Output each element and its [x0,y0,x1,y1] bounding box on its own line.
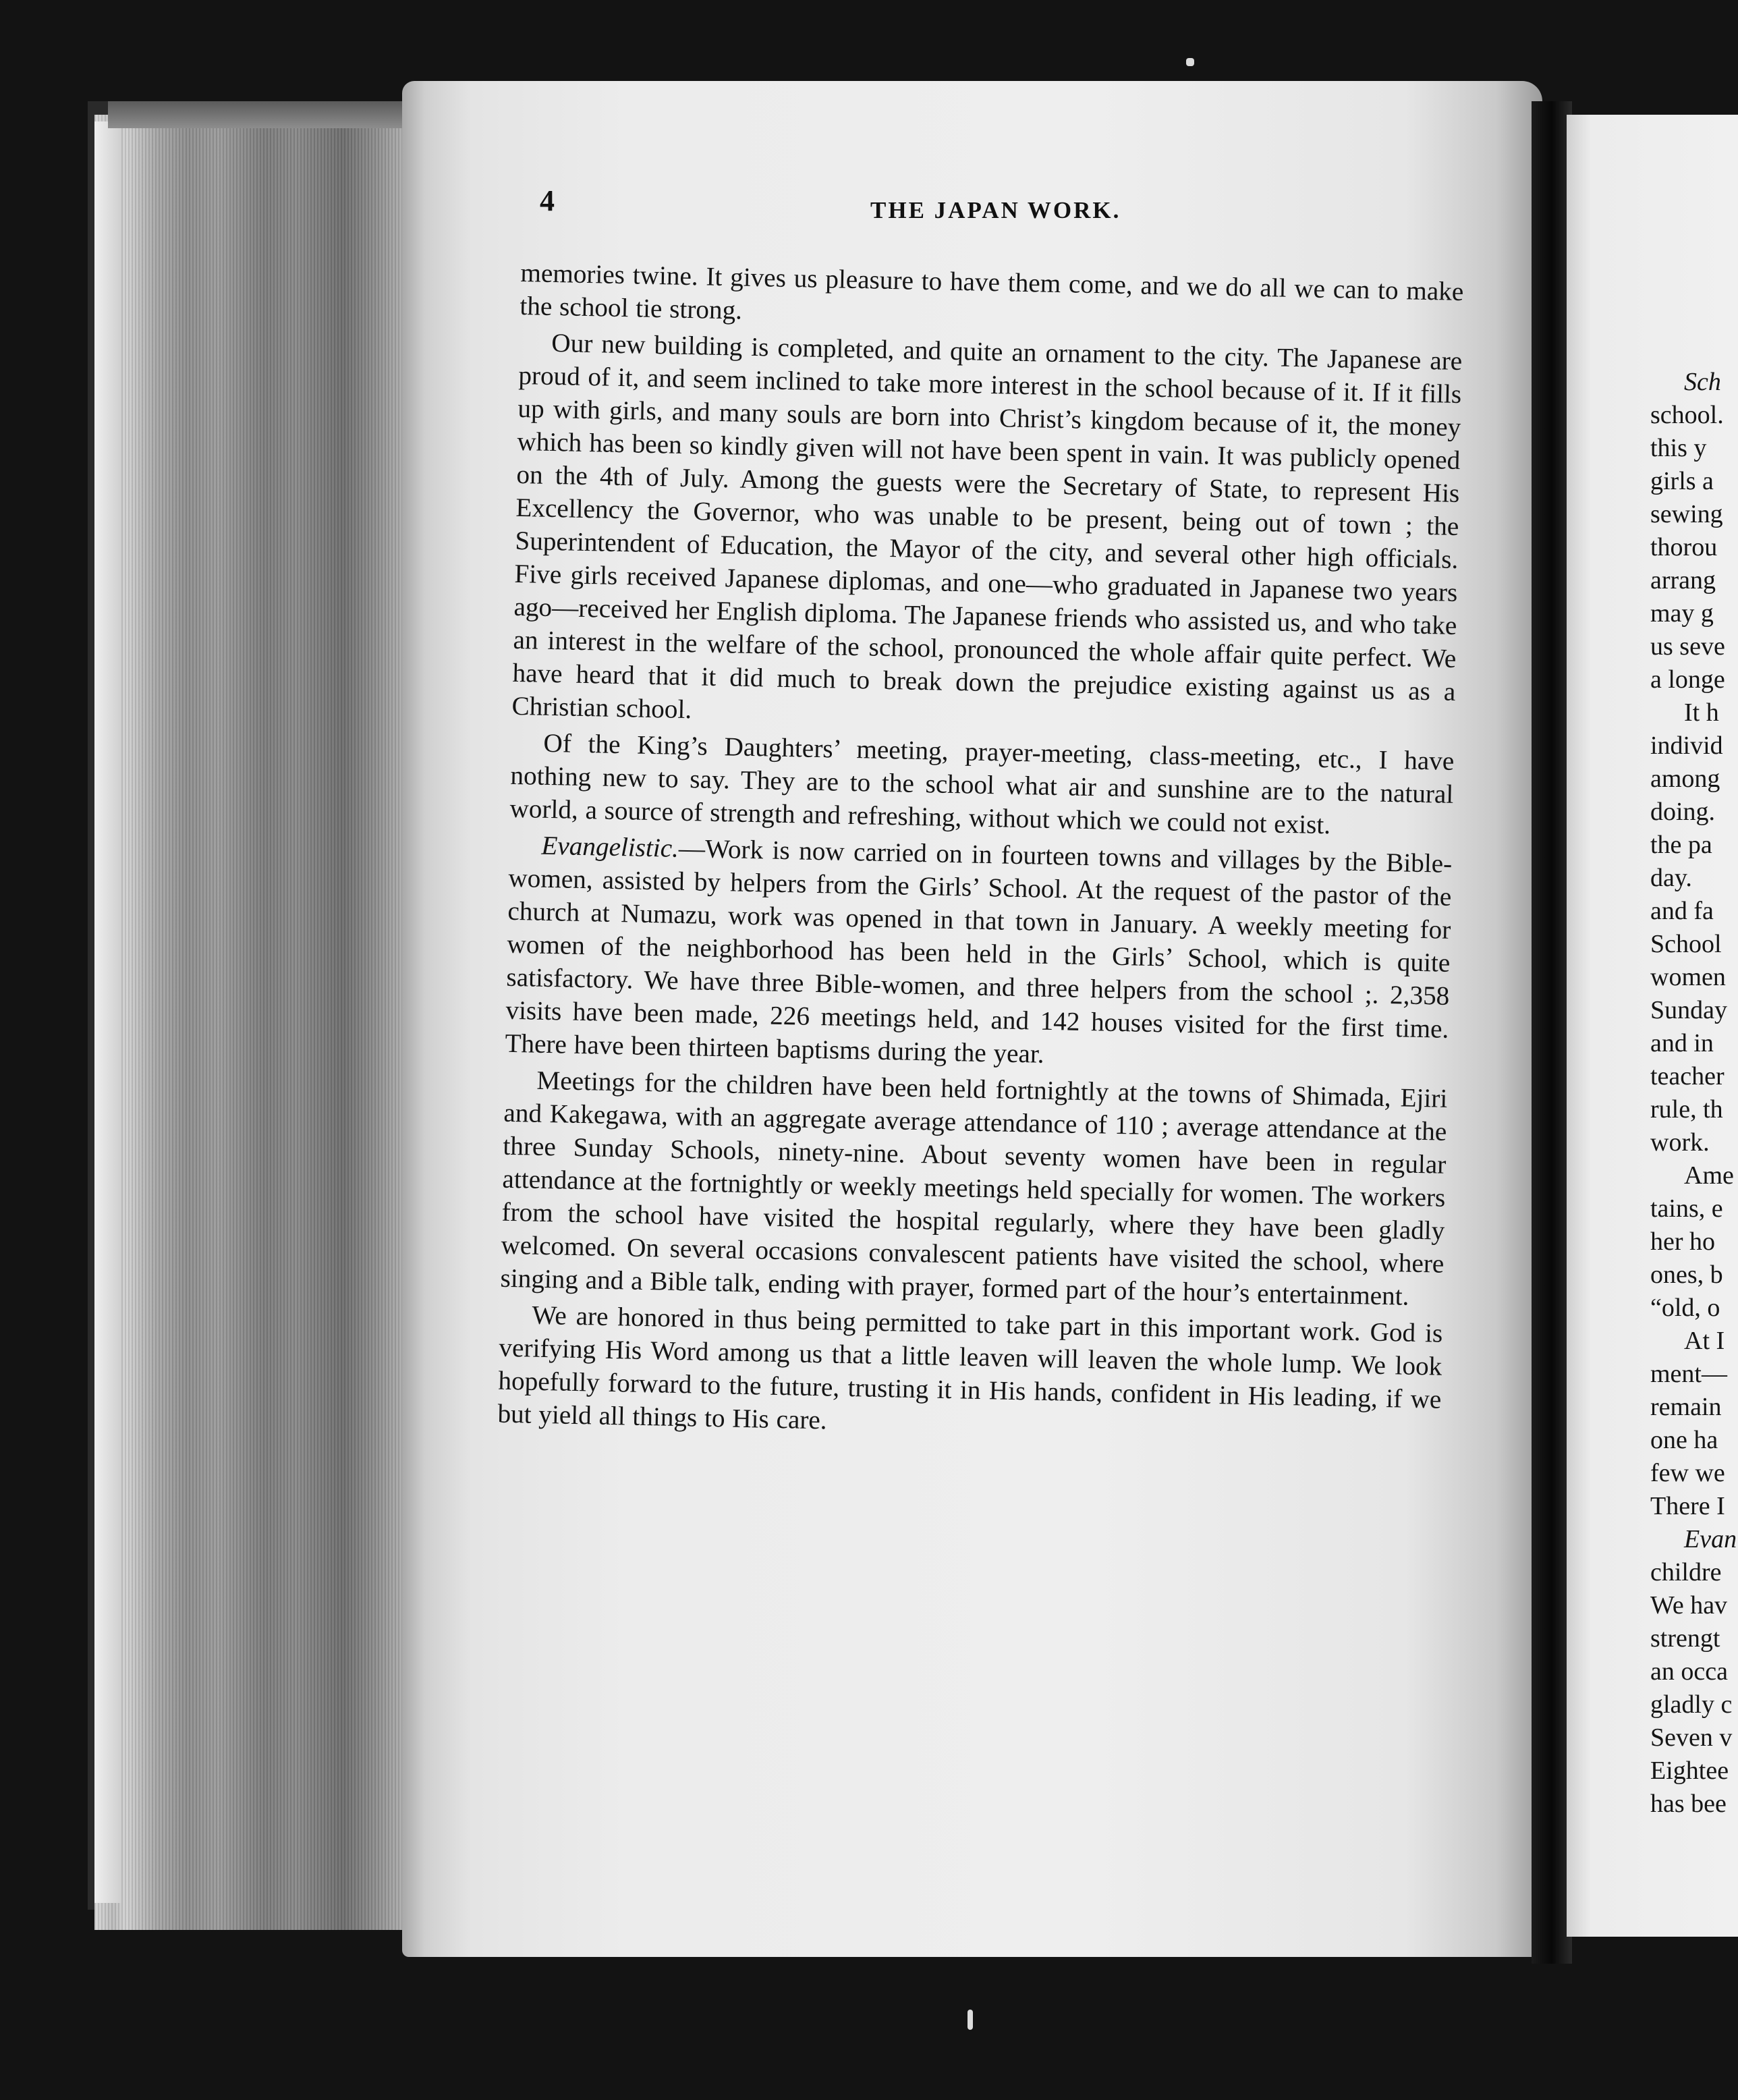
stacked-page-edges [94,115,405,1930]
fragment-line: strengt [1650,1624,1720,1653]
fragment-line: this y [1650,434,1707,462]
fragment-line: the pa [1650,831,1712,859]
fragment-line: individ [1650,731,1723,760]
paragraph-text: —Work is now carried on in fourteen towns and villages by the Bible-women, assisted by helpers from the Girls’ School. At the request of the pastor of the church at Numazu, work was opened in that town in January. A weekly meeting for women of the neighborhood has been held in the Girls’ School, which is quite satisfactory. We have three Bible-women, and three helpers from the school ;. 2,358 visits have been made, 226 meetings held, and 142 houses visited for the first time. There have been thirteen baptisms during the year. [505,833,1453,1069]
section-lead: Evangelistic. [541,831,679,863]
fragment-line: Sch [1684,368,1721,396]
fragment-line: may g [1650,599,1714,628]
scan-dust [1186,58,1194,66]
fragment-line: We hav [1650,1591,1728,1620]
fragment-line: among [1650,765,1720,793]
fragment-line: and in [1650,1029,1714,1057]
page-edge-lines [94,115,405,1930]
fragment-line: one ha [1650,1426,1718,1454]
paragraph-3 [509,726,1455,844]
paragraph-text: Of the King’s Daughters’ meeting, prayer-meeting, class-meeting, etc., I have nothing new to say. They are to the school what air and sunshine are to the natural world, a source of strength and refreshing, without which we could not exist. [509,728,1455,840]
fragment-line: School [1650,930,1722,958]
fragment-line: doing. [1650,798,1716,826]
fragment-line: her ho [1650,1227,1716,1256]
fragment-line: work. [1650,1128,1710,1157]
fragment-line: It h [1684,698,1719,727]
next-page-text-fragment [1650,366,1738,1821]
fragment-line: remain [1650,1393,1722,1421]
running-title: THE JAPAN WORK. [870,197,1121,223]
paragraph-text: memories twine. It gives us pleasure to have them come, and we do all we can to make the school tie strong. [520,258,1464,325]
scan-dust [968,2010,973,2030]
book-fore-edge [94,121,121,1903]
fragment-line: tains, e [1650,1194,1723,1223]
fragment-line: Sunday [1650,996,1727,1024]
fragment-line: girls a [1650,467,1714,495]
fragment-line: school. [1650,401,1724,429]
fragment-line: ment— [1650,1360,1727,1388]
fragment-line: arrang [1650,566,1716,595]
fragment-line: and fa [1650,897,1714,925]
paragraph-6 [497,1298,1443,1449]
fragment-line: teacher [1650,1062,1725,1090]
paragraph-4 [505,829,1453,1079]
fragment-line: Eightee [1650,1757,1729,1785]
book-gutter [1532,101,1572,1964]
fragment-line: childre [1650,1558,1722,1586]
paragraph-2 [511,326,1463,742]
fragment-line: At I [1684,1327,1725,1355]
fragment-line: Evan [1684,1525,1737,1553]
fragment-line: has bee [1650,1790,1727,1818]
paragraph-text: We are honored in thus being permitted to take part in this important work. God is verifying His Word among us that a little leaven will leaven the whole lump. We look hopefully forward to the future, trusting it in His hands, confident in His leading, if we but yield all things to His care. [497,1300,1443,1435]
fragment-line: “old, o [1650,1294,1720,1322]
fragment-line: gladly c [1650,1690,1733,1719]
fragment-line: a longe [1650,665,1725,694]
fragment-line: few we [1650,1459,1725,1487]
fragment-line: Ame [1684,1161,1734,1190]
fragment-line: rule, th [1650,1095,1723,1124]
paragraph-5 [500,1063,1448,1314]
paragraph-text: Our new building is completed, and quite an ornament to the city. The Japanese are proud of it, and seem inclined to take more interest in the school because of it. If it fills up with girls, and many souls are born into Christ’s kingdom because of it, the money which has been so kindly given will not have been spent in vain. It was publicly opened on the 4th of July. Among the guests were the Secretary of State, to represent His Excellency the Governor, who was unable to be present, being out of town ; the Superintendent of Education, the Mayor of the city, and several other high officials. Five girls received Japanese diplomas, and one—who graduated in Japanese two years ago—received her English diploma. The Japanese friends who assisted us, and who take an interest in the welfare of the school, pronounced the whole affair quite perfect. We have heard that it did much to break down the prejudice existing against us as a Christian school. [511,328,1463,725]
page-number: 4 [540,184,555,217]
fragment-line: thorou [1650,533,1718,561]
page-body [497,256,1464,1453]
fragment-line: day. [1650,864,1692,892]
fragment-line: women [1650,963,1726,991]
fragment-line: ones, b [1650,1261,1723,1289]
fragment-line: There I [1650,1492,1725,1520]
fragment-line: us seve [1650,632,1725,661]
fragment-line: sewing [1650,500,1723,528]
fragment-line: Seven v [1650,1723,1733,1752]
fragment-line: an occa [1650,1657,1728,1686]
paragraph-text: Meetings for the children have been held fortnightly at the towns of Shimada, Ejiri and Kakegawa, with an aggregate average attendance of 110 ; average attendance at the three Sunday Schools, ninety-nine. About seventy women have been in regular attendance at the fortnightly or weekly meetings held specially for women. The workers from the school have visited the hospital regularly, where they have been gladly welcomed. On several occasions convalescent patients have visited the school, where singing and a Bible talk, ending with prayer, formed part of the hour’s entertainment. [500,1066,1448,1311]
